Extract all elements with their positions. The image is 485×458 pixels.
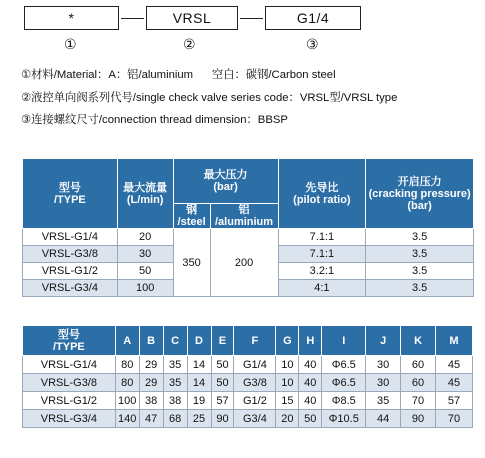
dash-1	[121, 18, 144, 19]
table-row	[23, 229, 474, 246]
cell: 60	[401, 374, 436, 392]
header-i: I	[322, 326, 366, 356]
header-a: A	[115, 326, 139, 356]
cell-flow: 100	[117, 280, 173, 297]
cell-crack: 3.5	[366, 229, 474, 246]
cell: 35	[163, 356, 187, 374]
cell: G3/8	[234, 374, 276, 392]
performance-table	[22, 158, 474, 297]
cell: 68	[163, 410, 187, 428]
cell-flow: 30	[117, 246, 173, 263]
header-type: 型号 /TYPE	[23, 326, 116, 356]
header-g: G	[276, 326, 299, 356]
cell-type: VRSL-G1/2	[23, 263, 118, 280]
header-j: J	[366, 326, 401, 356]
note-material: ①材料/Material：A：铝/aluminium 空白：碳钢/Carbon steel	[21, 69, 336, 81]
cell: G1/2	[234, 392, 276, 410]
cell-pilot: 7.1:1	[278, 229, 366, 246]
cell: 30	[366, 374, 401, 392]
cell: 50	[211, 374, 234, 392]
note-series: ②液控单向阀系列代号/single check valve series code：VRSL型/VRSL type	[21, 92, 398, 104]
cell: 50	[211, 356, 234, 374]
cell: G3/4	[234, 410, 276, 428]
cell: Φ10.5	[322, 410, 366, 428]
cell-flow: 50	[117, 263, 173, 280]
material-code-box	[24, 6, 119, 30]
header-d: D	[187, 326, 211, 356]
cell: 47	[139, 410, 163, 428]
cell-type: VRSL-G3/4	[23, 280, 118, 297]
cell: VRSL-G1/4	[23, 356, 116, 374]
cell-crack: 3.5	[366, 280, 474, 297]
series-code-box	[146, 6, 238, 30]
cell: 44	[366, 410, 401, 428]
cell-flow: 20	[117, 229, 173, 246]
cell: 15	[276, 392, 299, 410]
header-row	[23, 326, 473, 356]
cell: VRSL-G3/8	[23, 374, 116, 392]
cell: 40	[299, 374, 322, 392]
cell: 60	[401, 356, 436, 374]
header-m: M	[436, 326, 473, 356]
cell: Φ6.5	[322, 356, 366, 374]
cell: 38	[139, 392, 163, 410]
cell: 57	[436, 392, 473, 410]
cell: Φ8.5	[322, 392, 366, 410]
marker-1: ①	[64, 37, 77, 53]
cell: Φ6.5	[322, 374, 366, 392]
cell: G1/4	[234, 356, 276, 374]
dimensions-table	[22, 325, 473, 428]
cell: 29	[139, 374, 163, 392]
cell: 20	[276, 410, 299, 428]
header-e: E	[211, 326, 234, 356]
dash-2	[240, 18, 263, 19]
cell: 45	[436, 356, 473, 374]
material-code: *	[68, 10, 75, 26]
cell-type: VRSL-G1/4	[23, 229, 118, 246]
header-type: 型号 /TYPE	[23, 159, 118, 229]
cell-pilot: 3.2:1	[278, 263, 366, 280]
thread-code-box	[265, 6, 361, 30]
header-b: B	[139, 326, 163, 356]
cell: 70	[436, 410, 473, 428]
cell: 50	[299, 410, 322, 428]
header-max-flow: 最大流量 (L/min)	[117, 159, 173, 229]
cell: 90	[401, 410, 436, 428]
cell-type: VRSL-G3/8	[23, 246, 118, 263]
cell: 90	[211, 410, 234, 428]
thread-code: G1/4	[296, 10, 330, 26]
series-code: VRSL	[172, 10, 212, 26]
cell: 38	[163, 392, 187, 410]
table-row	[23, 356, 473, 374]
cell: 35	[366, 392, 401, 410]
header-f: F	[234, 326, 276, 356]
cell-pilot: 7.1:1	[278, 246, 366, 263]
cell: 29	[139, 356, 163, 374]
cell-steel-pressure: 350	[173, 229, 210, 297]
cell-pilot: 4:1	[278, 280, 366, 297]
cell: 19	[187, 392, 211, 410]
cell: 45	[436, 374, 473, 392]
cell: 40	[299, 392, 322, 410]
cell: 57	[211, 392, 234, 410]
cell: 14	[187, 374, 211, 392]
cell-aluminium-pressure: 200	[210, 229, 278, 297]
header-c: C	[163, 326, 187, 356]
cell: 25	[187, 410, 211, 428]
cell: VRSL-G1/2	[23, 392, 116, 410]
header-cracking-pressure: 开启压力 (cracking pressure) (bar)	[366, 159, 474, 229]
cell: VRSL-G3/4	[23, 410, 116, 428]
cell: 140	[115, 410, 139, 428]
header-max-pressure: 最大压力 (bar)	[173, 159, 278, 204]
cell: 40	[299, 356, 322, 374]
cell: 80	[115, 356, 139, 374]
header-h: H	[299, 326, 322, 356]
cell-crack: 3.5	[366, 246, 474, 263]
header-pilot-ratio: 先导比 (pilot ratio)	[278, 159, 366, 229]
cell: 14	[187, 356, 211, 374]
cell: 10	[276, 374, 299, 392]
cell: 30	[366, 356, 401, 374]
cell: 35	[163, 374, 187, 392]
table-row	[23, 392, 473, 410]
table-row	[23, 410, 473, 428]
cell: 80	[115, 374, 139, 392]
header-steel: 钢 /steel	[173, 204, 210, 229]
header-aluminium: 铝 /aluminium	[210, 204, 278, 229]
note-thread: ③连接螺纹尺寸/connection thread dimension：BBSP	[21, 114, 288, 126]
cell: 70	[401, 392, 436, 410]
cell: 10	[276, 356, 299, 374]
marker-3: ③	[306, 37, 319, 53]
cell-crack: 3.5	[366, 263, 474, 280]
cell: 100	[115, 392, 139, 410]
table-row	[23, 374, 473, 392]
marker-2: ②	[183, 37, 196, 53]
header-k: K	[401, 326, 436, 356]
